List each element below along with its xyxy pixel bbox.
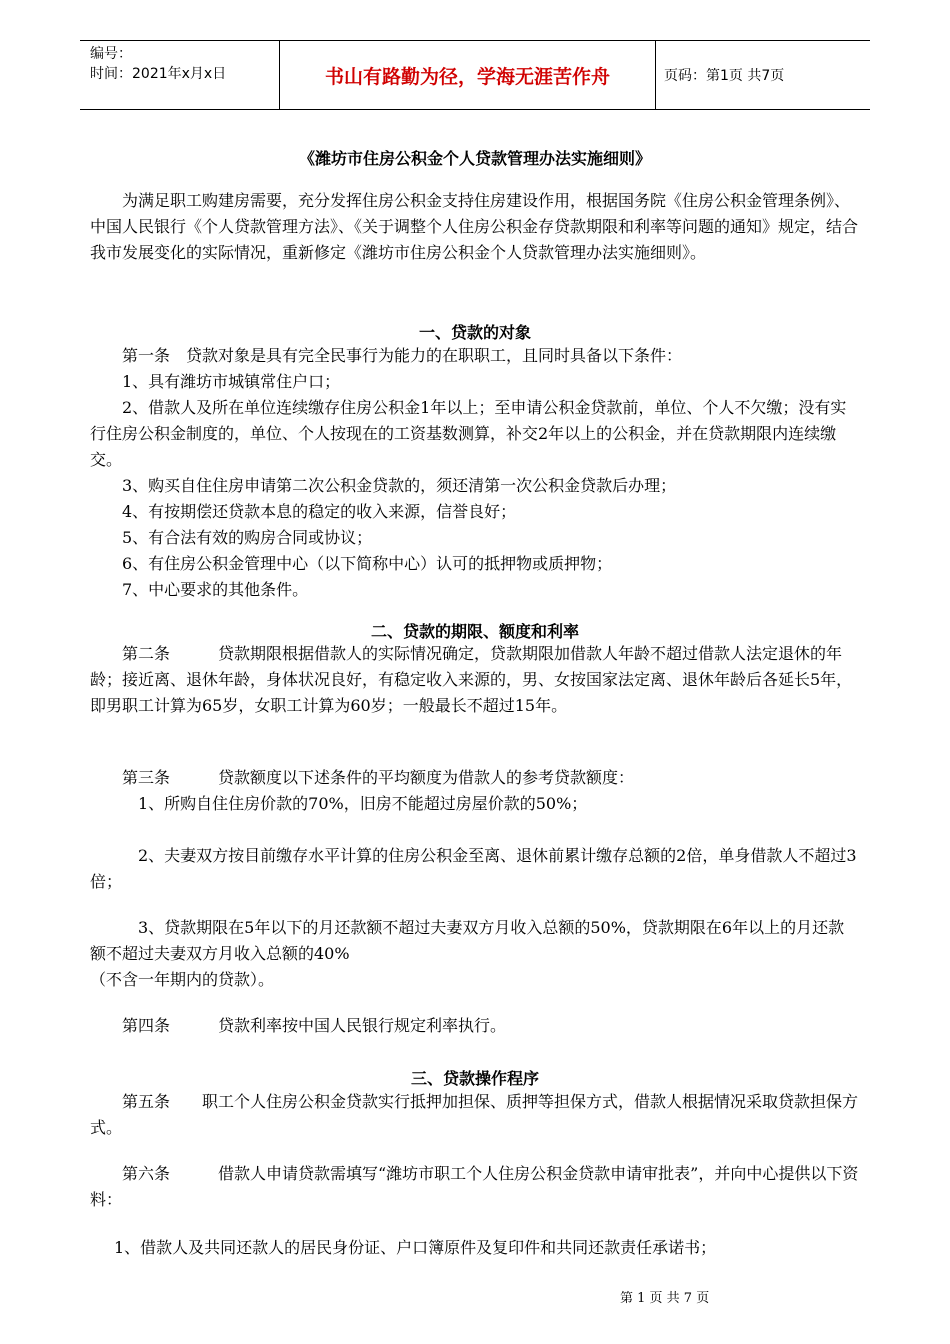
header-page-info: 页码：第1页 共7页	[664, 68, 785, 84]
page-footer: 第 1 页 共 7 页	[620, 1291, 710, 1306]
article-3-item-2: 2、夫妻双方按目前缴存水平计算的住房公积金至离、退休前累计缴存总额的2倍，单身借款人不超过3倍；	[90, 846, 857, 891]
header-date-label: 时间：2021年x月x日	[90, 66, 227, 82]
section-heading-3: 三、贷款操作程序	[410, 1069, 539, 1088]
section-heading-2: 二、贷款的期限、额度和利率	[370, 622, 579, 641]
article-4: 第四条 贷款利率按中国人民银行规定利率执行。	[122, 1016, 507, 1035]
article-1-item-3: 3、购买自住住房申请第二次公积金贷款的，须还清第一次公积金贷款后办理；	[122, 476, 677, 495]
article-1-item-6: 6、有住房公积金管理中心（以下简称中心）认可的抵押物或质押物；	[122, 554, 613, 573]
article-3-item-3-note: （不含一年期内的贷款）。	[90, 970, 275, 989]
article-1-item-4: 4、有按期偿还贷款本息的稳定的收入来源，信誉良好；	[122, 502, 517, 521]
page-header	[80, 40, 870, 110]
article-2: 第二条 贷款期限根据借款人的实际情况确定，贷款期限加借款人年龄不超过借款人法定退休的年龄；接近离、退休年龄，身体状况良好，有稳定收入来源的，男、女按国家法定离、退休年龄后各延长5年，即男职工计算为65岁，女职工计算为60岁；一般最长不超过15年。	[90, 644, 853, 715]
section-heading-1: 一、贷款的对象	[418, 323, 531, 342]
header-number-label: 编号：	[90, 46, 132, 62]
article-6-item-1: 1、借款人及共同还款人的居民身份证、户口簿原件及复印件和共同还款责任承诺书；	[114, 1238, 717, 1257]
article-1: 第一条 贷款对象是具有完全民事行为能力的在职职工，且同时具备以下条件：	[122, 346, 683, 365]
header-motto: 书山有路勤为径，学海无涯苦作舟	[280, 41, 656, 109]
article-5: 第五条 职工个人住房公积金贷款实行抵押加担保、质押等担保方式，借款人根据情况采取贷款担保方式。	[90, 1092, 859, 1137]
intro-paragraph: 为满足职工购建房需要，充分发挥住房公积金支持住房建设作用，根据国务院《住房公积金管理条例》、中国人民银行《个人贷款管理方法》、《关于调整个人住房公积金存贷款期限和利率等问题的通知》规定，结合我市发展变化的实际情况，重新修定《潍坊市住房公积金个人贷款管理办法实施细则》。	[90, 191, 859, 262]
document-title: 《潍坊市住房公积金个人贷款管理办法实施细则》	[298, 149, 651, 168]
article-1-item-5: 5、有合法有效的购房合同或协议；	[122, 528, 373, 547]
article-3-item-3: 3、贷款期限在5年以下的月还款额不超过夫妻双方月收入总额的50%，贷款期限在6年以上的月还款额不超过夫妻双方月收入总额的40%	[90, 918, 845, 963]
article-1-item-7: 7、中心要求的其他条件。	[122, 580, 309, 599]
header-meta	[80, 41, 280, 109]
article-6: 第六条 借款人申请贷款需填写“潍坊市职工个人住房公积金贷款申请审批表”，并向中心提供以下资料：	[90, 1164, 859, 1209]
article-1-item-1: 1、具有潍坊市城镇常住户口；	[122, 372, 341, 391]
article-1-item-2: 2、借款人及所在单位连续缴存住房公积金1年以上；至申请公积金贷款前，单位、个人不欠缴；没有实行住房公积金制度的，单位、个人按现在的工资基数测算，补交2年以上的公积金，并在贷款期限内连续缴交。	[90, 398, 847, 469]
article-3-item-1: 1、所购自住住房价款的70%，旧房不能超过房屋价款的50%；	[138, 794, 588, 813]
article-3: 第三条 贷款额度以下述条件的平均额度为借款人的参考贷款额度：	[122, 768, 635, 787]
